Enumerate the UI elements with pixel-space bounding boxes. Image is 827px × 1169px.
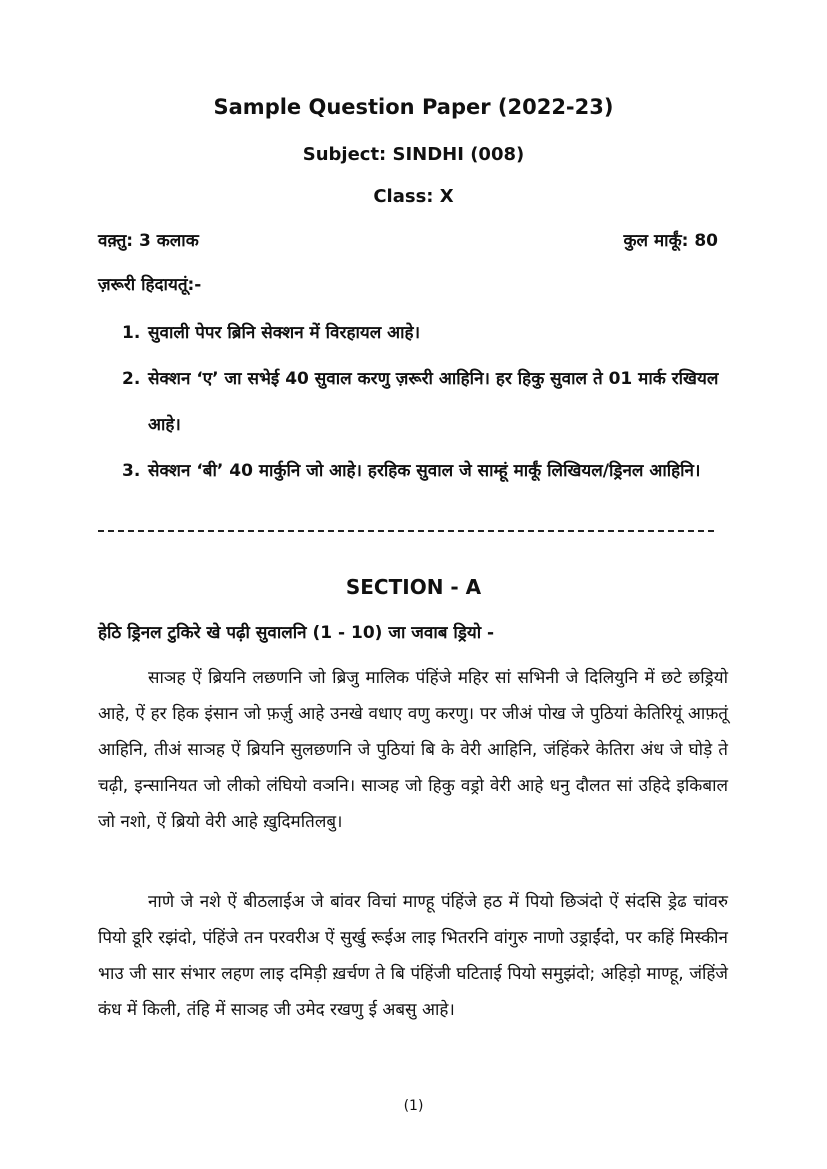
instruction-text: सेक्शन ‘बी’ 40 मार्कुनि जो आहे। हरहिक सुवाल जे साम्हूं मार्कूं लिखियल/ड्रिनल आहिनि।	[148, 461, 701, 481]
instruction-item	[122, 356, 732, 448]
instruction-item	[122, 310, 732, 356]
instruction-number: 2.	[122, 369, 141, 389]
dashed-divider	[98, 530, 714, 532]
total-marks: कुल मार्कूं: 80	[623, 231, 718, 251]
instruction-number: 1.	[122, 323, 141, 343]
instructions-list	[122, 310, 732, 494]
passage-paragraph: साञह ऐं ब्रियनि लछणनि जो ब्रिजु मालिक पंहिंजे महिर सां सभिनी जे दिलियुनि में छटे छड्रियो आहे, ऐं हर हिक इंसान जो फ़र्ज़ु आहे उनखे वधाए वणु करणु। पर जीअं पोख जे पुठियां केतिरियूं आफ़तूं आहिनि, तीअं साञह ऐं ब्रियनि सुलछणनि जे पुठियां बि के वेरी आहिनि, जंहिंकरे केतिरा अंध जे घोड़े ते चढ़ी, इन्सानियत जो लीको लंघियो वञनि। साञह जो हिकु वड्रो वेरी आहे धनु दौलत सां उहिदे इकिबाल जो नशो, ऐं ब्रियो वेरी आहे ख़ुदिमतिलबु।	[98, 668, 728, 832]
instruction-number: 3.	[122, 461, 141, 481]
instruction-item	[122, 448, 732, 494]
page-number: (1)	[403, 1098, 424, 1114]
instruction-text: सेक्शन ‘ए’ जा सभेई 40 सुवाल करणु ज़रूरी आहिनि। हर हिकु सुवाल ते 01 मार्क रखियल आहे।	[148, 369, 719, 435]
passage-paragraph: नाणे जे नशे ऐं बीठलाईअ जे बांवर विचां माण्हू पंहिंजे हठ में पियो छिञंदो ऐं संदसि ड्रेढ चांवरु पियो डूरि रझंदो, पंहिंजे तन परवरीअ ऐं सुर्खु रूईअ लाइ भितरनि वांगुरु नाणो उड्राईंदो, पर कहिं मिस्कीन भाउ जी सार संभार लहण लाइ दमिड़ी ख़र्चण ते बि पंहिंजी घटिताई पियो समुझंदो; अहिड़ो माण्हू, जंहिंजे कंध में किली, तंहि में साञह जी उमेद रखणु ई अबसु आहे।	[98, 892, 728, 1020]
instructions-heading: ज़रूरी हिदायतूं:-	[98, 275, 202, 295]
paper-title: Sample Question Paper (2022-23)	[213, 95, 614, 119]
time-marks-row	[98, 228, 718, 251]
section-title: SECTION - A	[345, 575, 482, 599]
time-allowed: वक़्तु: 3 कलाक	[98, 231, 199, 251]
instruction-text: सुवाली पेपर ब्रिनि सेक्शन में विरहायल आहे।	[148, 323, 421, 343]
passage-heading: हेठि ड्रिनल टुकिरे खे पढ़ी सुवालनि (1 - 10) जा जवाब ड्रियो -	[98, 623, 495, 643]
subject-line: Subject: SINDHI (008)	[302, 144, 525, 165]
class-line: Class: X	[373, 186, 454, 207]
